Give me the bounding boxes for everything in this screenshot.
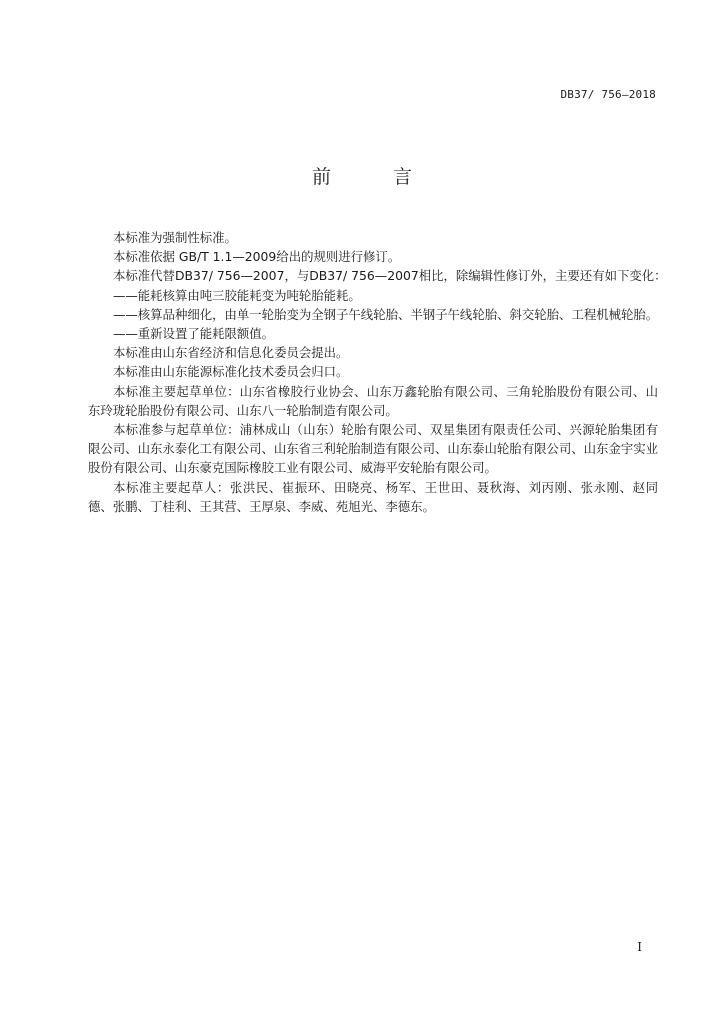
foreword-body	[88, 228, 667, 516]
change-item-1: ——能耗核算由吨三胶能耗变为吨轮胎能耗。	[113, 287, 361, 303]
page-number: I	[637, 940, 642, 954]
paragraph-basis: 本标准依据 GB/T 1.1—2009给出的规则进行修订。	[113, 249, 401, 265]
paragraph-replaces: 本标准代替DB37/ 756—2007，与DB37/ 756—2007相比，除编辑性修订外，主要还有如下变化：	[113, 268, 667, 284]
paragraph-committee: 本标准由山东能源标准化技术委员会归口。	[113, 364, 349, 380]
paragraph-mandatory: 本标准为强制性标准。	[113, 230, 237, 245]
change-item-2: ——核算品种细化，由单一轮胎变为全钢子午线轮胎、半钢子午线轮胎、斜交轮胎、工程机械轮胎。	[113, 306, 659, 322]
standard-code: DB37/ 756—2018	[560, 88, 656, 101]
paragraph-proposer: 本标准由山东省经济和信息化委员会提出。	[113, 345, 349, 361]
change-item-3: ——重新设置了能耗限额值。	[113, 326, 275, 342]
paragraph-main-drafters-units: 本标准主要起草单位：山东省橡胶行业协会、山东万鑫轮胎有限公司、三角轮胎股份有限公司、山东玲珑轮胎股份有限公司、山东八一轮胎制造有限公司。	[88, 383, 658, 418]
paragraph-participating-units: 本标准参与起草单位：浦林成山（山东）轮胎有限公司、双星集团有限责任公司、兴源轮胎集团有限公司、山东永泰化工有限公司、山东省三利轮胎制造有限公司、山东泰山轮胎有限公司、山东金宇实业股份有限公司、山东豪克国际橡胶工业有限公司、威海平安轮胎有限公司。	[88, 422, 658, 476]
paragraph-main-drafters: 本标准主要起草人：张洪民、崔振环、田晓亮、杨军、王世田、聂秋海、刘丙刚、张永刚、赵同德、张鹏、丁桂利、王其营、王厚泉、李威、苑旭光、李德东。	[88, 479, 658, 514]
page-title: 前 言	[311, 166, 441, 188]
